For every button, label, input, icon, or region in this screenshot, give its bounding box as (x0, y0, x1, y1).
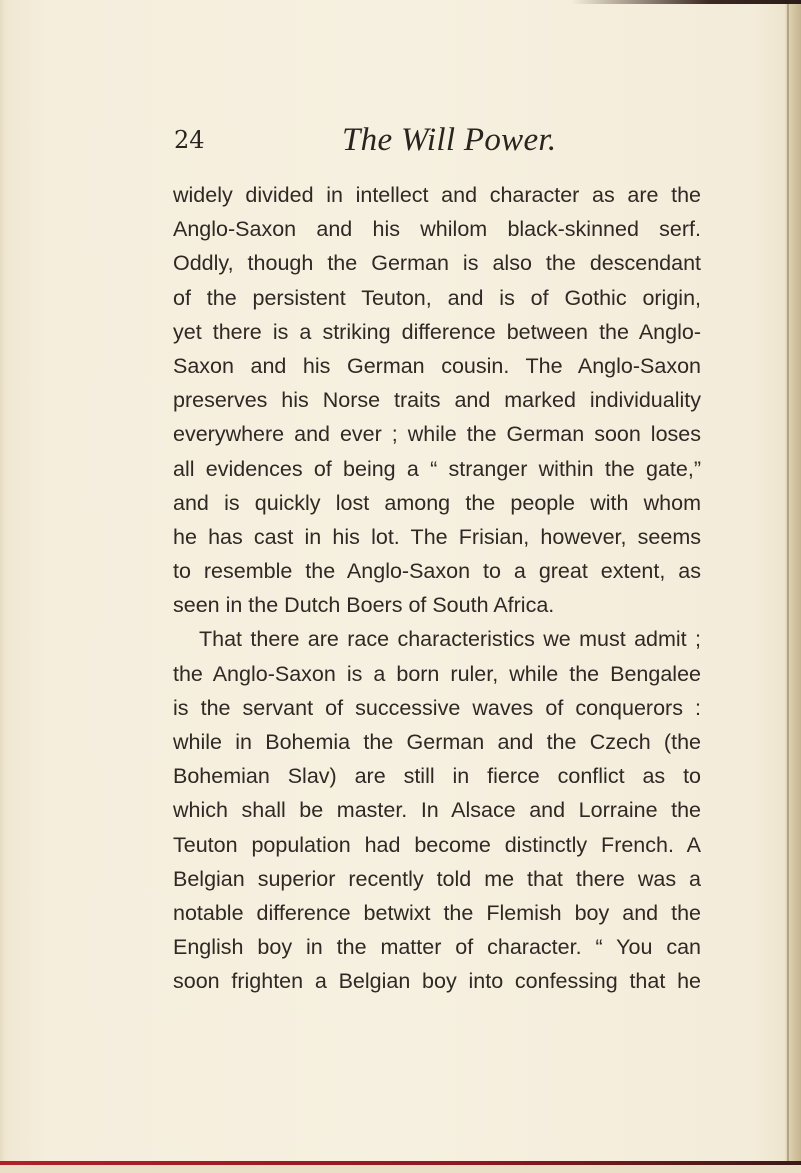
text-line: Oddly, though the German is also the descendant (173, 251, 701, 276)
running-title: The Will Power. (342, 122, 557, 158)
text-line: the Anglo-Saxon is a born ruler, while the Bengalee (173, 661, 701, 686)
text-line: Belgian superior recently told me that there was a (173, 866, 701, 891)
text-line: widely divided in intellect and character as are the (173, 183, 701, 207)
text-line: Teuton population had become distinctly French. A (173, 832, 701, 857)
text-line: while in Bohemia the German and the Czech (the (173, 730, 701, 754)
text-line: seen in the Dutch Boers of South Africa. (173, 593, 555, 618)
text-line: and is quickly lost among the people with whom (173, 490, 701, 515)
page-left-edge (0, 0, 6, 1165)
page-number: 24 (174, 126, 205, 154)
text-line: English boy in the matter of character. “ You can (173, 935, 701, 960)
text-line: everywhere and ever ; while the German soon loses (173, 422, 701, 447)
text-line: yet there is a striking difference between the Anglo- (173, 319, 701, 344)
text-line: Bohemian Slav) are still in fierce conflict as to (173, 764, 701, 789)
top-edge-shadow (571, 0, 801, 4)
bottom-red-edge (0, 1161, 801, 1165)
text-line: all evidences of being a “ stranger within the gate,” (173, 456, 701, 481)
text-line: he has cast in his lot. The Frisian, however, seems (173, 524, 701, 549)
text-line: Anglo-Saxon and his whilom black-skinned serf. (173, 217, 701, 242)
page-header (174, 122, 714, 166)
text-line: notable difference betwixt the Flemish boy and the (173, 900, 701, 925)
text-line: of the persistent Teuton, and is of Gothic origin, (173, 285, 701, 310)
text-line: soon frighten a Belgian boy into confessing that he (173, 969, 701, 994)
text-line: which shall be master. In Alsace and Lorraine the (173, 798, 701, 823)
text-line: Saxon and his German cousin. The Anglo-Saxon (173, 353, 701, 378)
text-line: preserves his Norse traits and marked individuality (173, 388, 701, 413)
text-line: is the servant of successive waves of conquerors : (173, 695, 701, 720)
text-line: That there are race characteristics we must admit ; (199, 627, 701, 652)
body-text (173, 178, 701, 999)
binding-line (787, 0, 789, 1173)
bottom-edge (0, 1165, 801, 1173)
text-line: to resemble the Anglo-Saxon to a great extent, as (173, 559, 701, 584)
